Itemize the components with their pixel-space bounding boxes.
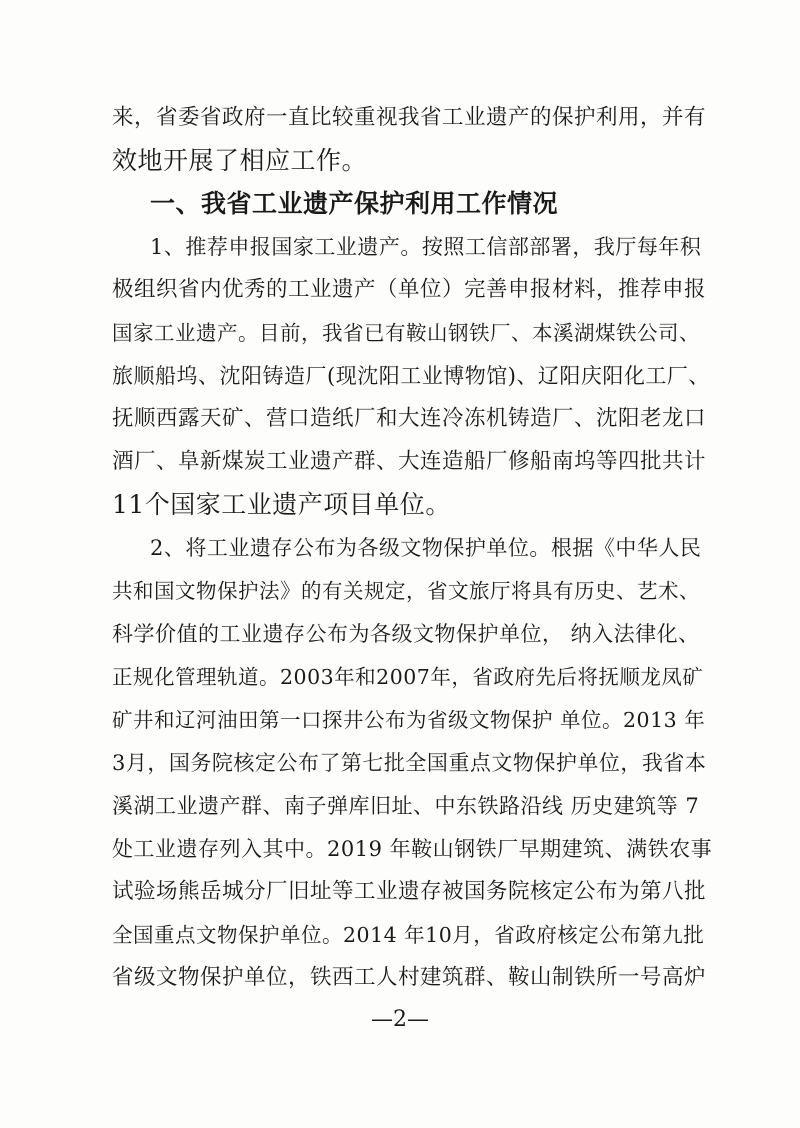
paragraph-line: 酒厂、阜新煤炭工业遗产群、大连造船厂修船南坞等四批共计 <box>112 449 707 474</box>
section-heading: 一、我省工业遗产保护利用工作情况 <box>150 189 559 218</box>
paragraph-line: 效地开展了相应工作。 <box>112 146 368 175</box>
paragraph-line: 矿井和辽河油田第一口探井公布为省级文物保护 单位。2013 年 <box>112 708 706 732</box>
paragraph-line: 极组织省内优秀的工业遗产（单位）完善申报材料，推荐申报 <box>112 277 707 302</box>
paragraph-line: 全国重点文物保护单位。2014 年10月，省政府核定公布第九批 <box>112 923 705 947</box>
page-number: —2— <box>371 1007 429 1032</box>
paragraph-line: 11个国家工业遗产项目单位。 <box>112 490 451 519</box>
paragraph-line: 2、将工业遗存公布为各级文物保护单位。根据《中华人民 <box>150 536 702 560</box>
paragraph-line: 正规化管理轨道。2003年和2007年，省政府先后将抚顺龙凤矿 <box>112 665 704 689</box>
paragraph-line: 1、推荐申报国家工业遗产。按照工信部部署，我厅每年积 <box>150 235 702 259</box>
paragraph-line: 省级文物保护单位，铁西工人村建筑群、鞍山制铁所一号高炉 <box>112 965 707 990</box>
paragraph-line: 试验场熊岳城分厂旧址等工业遗存被国务院核定公布为第八批 <box>112 879 707 904</box>
paragraph-line: 国家工业遗产。目前，我省已有鞍山钢铁厂、本溪湖煤铁公司、 <box>112 321 700 345</box>
paragraph-line: 溪湖工业遗产群、南子弹库旧址、中东铁路沿线 历史建筑等 7 <box>112 794 700 818</box>
paragraph-line: 3月，国务院核定公布了第七批全国重点文物保护单位，我省本 <box>112 751 707 775</box>
paragraph-line: 处工业遗存列入其中。2019 年鞍山钢铁厂早期建筑、满铁农事 <box>112 837 713 861</box>
paragraph-line: 抚顺西露天矿、营口造纸厂和大连冷冻机铸造厂、沈阳老龙口 <box>112 406 707 431</box>
paragraph-line: 共和国文物保护法》的有关规定，省文旅厅将具有历史、艺术、 <box>112 579 700 603</box>
paragraph-line: 旅顺船坞、沈阳铸造厂(现沈阳工业博物馆)、辽阳庆阳化工厂、 <box>112 364 710 388</box>
paragraph-line: 科学价值的工业遗存公布为各级文物保护单位， 纳入法律化、 <box>112 622 700 646</box>
paragraph-line: 来，省委省政府一直比较重视我省工业遗产的保护利用，并有 <box>112 105 707 130</box>
